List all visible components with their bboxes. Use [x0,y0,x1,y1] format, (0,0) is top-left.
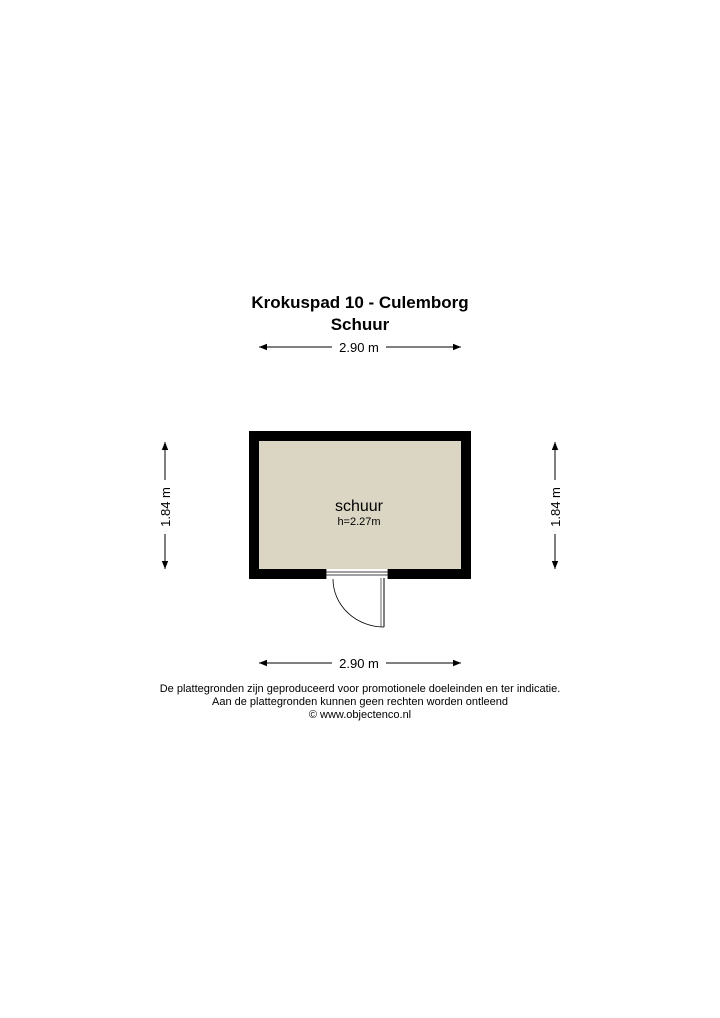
bottom-width-label: 2.90 m [339,656,379,671]
room-name: schuur [334,498,384,515]
top-width-label: 2.90 m [339,340,379,355]
plan-title-building: Schuur [330,315,390,334]
plan-title-address: Krokuspad 10 - Culemborg [251,293,469,312]
door-swing-arc [333,579,384,627]
left-depth-dimension [158,442,173,569]
room-height: h=2.27m [337,516,381,528]
left-depth-label: 1.84 m [158,487,173,527]
copyright-line: © www.objectenco.nl [308,709,412,721]
top-width-dimension [259,340,461,355]
bottom-width-dimension [259,656,461,671]
disclaimer-line-1: De plattegronden zijn geproduceerd voor promotionele doeleinden en ter indicatie. [159,683,561,695]
disclaimer-line-2: Aan de plattegronden kunnen geen rechten worden ontleend [211,696,508,708]
door [326,569,388,627]
right-depth-dimension [548,442,563,569]
right-depth-label: 1.84 m [548,487,563,527]
room-schuur [249,431,471,627]
